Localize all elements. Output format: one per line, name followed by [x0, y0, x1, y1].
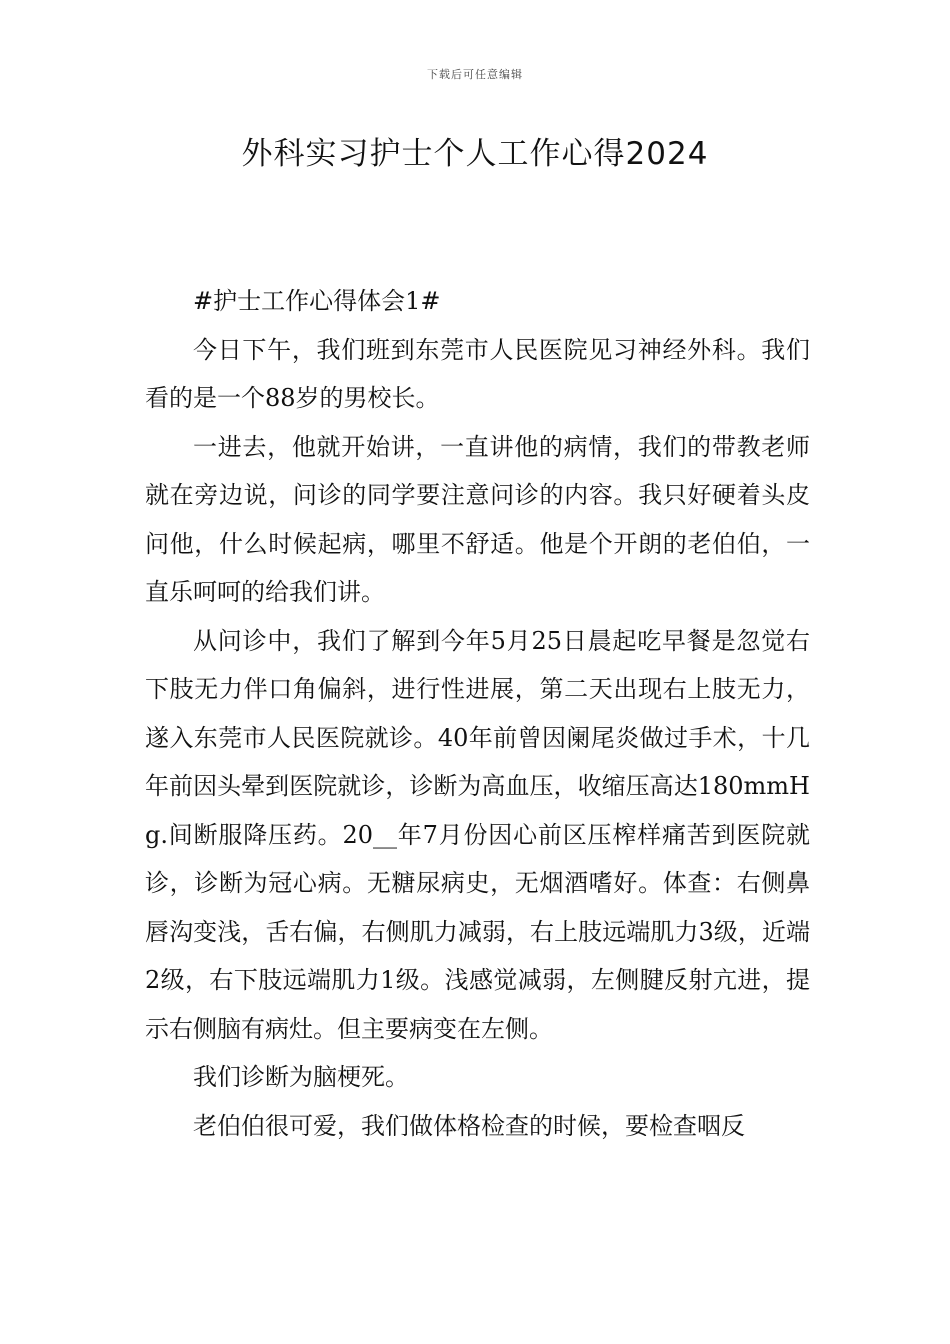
header-note: 下载后可任意编辑: [427, 68, 523, 81]
paragraph: 今日下午，我们班到东莞市人民医院见习神经外科。我们看的是一个88岁的男校长。: [145, 335, 810, 412]
paragraph: 老伯伯很可爱，我们做体格检查的时候，要检查咽反: [193, 1111, 745, 1140]
paragraph: 我们诊断为脑梗死。: [193, 1063, 409, 1091]
section-heading: #护士工作心得体会1#: [193, 287, 441, 315]
document-title: 外科实习护士个人工作心得2024: [241, 136, 709, 172]
document-body: [145, 277, 810, 1150]
paragraph: 从问诊中，我们了解到今年5月25日晨起吃早餐是忽觉右下肢无力伴口角偏斜，进行性进展，第二天出现右上肢无力，遂入东莞市人民医院就诊。40年前曾因阑尾炎做过手术，十几年前因头晕到医院就诊，诊断为高血压，收缩压高达180mmHg.间断服降压药。20__年7月份因心前区压榨样痛苦到医院就诊，诊断为冠心病。无糖尿病史，无烟酒嗜好。体查：右侧鼻唇沟变浅，舌右偏，右侧肌力减弱，右上肢远端肌力3级，近端2级，右下肢远端肌力1级。浅感觉减弱，左侧腱反射亢进，提示右侧脑有病灶。但主要病变在左侧。: [145, 626, 810, 1043]
paragraph: 一进去，他就开始讲，一直讲他的病情，我们的带教老师就在旁边说，问诊的同学要注意问诊的内容。我只好硬着头皮问他，什么时候起病，哪里不舒适。他是个开朗的老伯伯，一直乐呵呵的给我们讲。: [145, 432, 810, 606]
